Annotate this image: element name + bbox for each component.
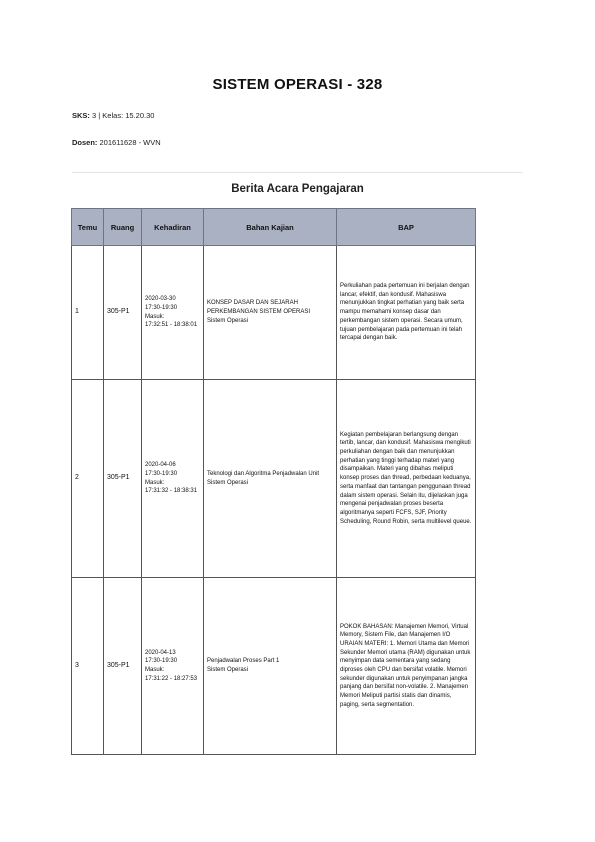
table-row <box>72 246 476 380</box>
kehadiran-masuk: Masuk: <box>145 479 165 486</box>
dosen-line <box>72 138 161 147</box>
kehadiran-date: 2020-03-30 <box>145 296 176 303</box>
kehadiran-time: 17:30-19:30 <box>145 304 178 311</box>
table-row <box>72 380 476 578</box>
kehadiran-cell <box>142 380 204 578</box>
kehadiran-masuk: Masuk: <box>145 667 165 673</box>
ruang-cell: 305-P1 <box>104 380 142 578</box>
sks-label: SKS: <box>72 111 90 120</box>
kehadiran-time: 17:30-19:30 <box>145 470 178 477</box>
kehadiran-date: 2020-04-13 <box>145 649 176 656</box>
header-ruang: Ruang <box>104 209 142 246</box>
header-kehadiran: Kehadiran <box>142 209 204 246</box>
bap-cell: Kegiatan pembelajaran berlangsung dengan tertib, lancar, dan kondusif. Mahasiswa mengikuti perkuliahan dengan baik dan menunjukkan perhatian yang tinggi terhadap materi yang disampaikan. Materi yang dibahas meliputi konsep proses dan thread, perbedaan keduanya, serta manfaat dan tantangan penggunaan thread dalam sistem operasi. Selain itu, dijelaskan juga mengenai penjadwalan proses beserta algoritmanya seperti FCFS, SJF, Priority Scheduling, Round Robin, serta multilevel queue. <box>337 380 476 578</box>
kehadiran-time: 17:30-19:30 <box>145 658 178 665</box>
table-row <box>72 578 476 755</box>
temu-cell: 1 <box>72 246 104 380</box>
bahan-title: Penjadwalan Proses Part 1 <box>207 658 280 665</box>
bahan-kajian-cell <box>204 246 337 380</box>
kehadiran-range: 17:31:22 - 18:27:53 <box>145 675 198 682</box>
bahan-subject: Sistem Operasi <box>207 479 249 486</box>
berita-acara-table <box>71 208 476 755</box>
bap-cell: POKOK BAHASAN: Manajemen Memori, Virtual Memory, Sistem File, dan Manajemen I/O URAIAN MATERI: 1. Memori Utama dan Memori Sekunder Memori utama (RAM) digunakan untuk menyimpan data sementara yang sedang diproses oleh CPU dan bersifat volatile. Memori sekunder digunakan untuk penyimpanan jangka panjang dan bersifat non-volatile. 2. Manajemen Memori Meliputi partisi statis dan dinamis, paging, serta segmentation. <box>337 578 476 755</box>
kehadiran-masuk: Masuk: <box>145 313 165 320</box>
sks-kelas-line <box>72 111 154 120</box>
header-temu: Temu <box>72 209 104 246</box>
temu-cell: 3 <box>72 578 104 755</box>
bap-cell: Perkuliahan pada pertemuan ini berjalan dengan lancar, efektif, dan kondusif. Mahasiswa menunjukkan tingkat perhatian yang baik serta mampu memahami konsep dasar dan perkembangan sistem operasi. Secara umum, tujuan pembelajaran pada pertemuan ini telah tercapai dengan baik. <box>337 246 476 380</box>
header-bap: BAP <box>337 209 476 246</box>
kehadiran-date: 2020-04-06 <box>145 462 176 469</box>
kehadiran-cell <box>142 578 204 755</box>
dosen-label: Dosen: <box>72 138 98 147</box>
ruang-cell: 305-P1 <box>104 578 142 755</box>
ruang-cell: 305-P1 <box>104 246 142 380</box>
kehadiran-cell <box>142 246 204 380</box>
bahan-subject: Sistem Operasi <box>207 667 249 673</box>
dosen-value: 201611628 - WVN <box>99 138 161 147</box>
bahan-subject: Sistem Operasi <box>207 317 249 324</box>
table-header-row <box>72 209 476 246</box>
header-bahan-kajian: Bahan Kajian <box>204 209 337 246</box>
kehadiran-range: 17:31:32 - 18:38:31 <box>145 488 198 495</box>
temu-cell: 2 <box>72 380 104 578</box>
bahan-title: Teknologi dan Algoritma Penjadwalan Unit <box>207 470 320 477</box>
section-divider <box>72 172 523 173</box>
kehadiran-range: 17:32:51 - 18:38:01 <box>145 322 198 329</box>
page-title: SISTEM OPERASI - 328 <box>212 76 383 93</box>
sks-kelas-value: 3 | Kelas: 15.20.30 <box>92 111 155 120</box>
bahan-kajian-cell <box>204 578 337 755</box>
bahan-title: KONSEP DASAR DAN SEJARAH PERKEMBANGAN SISTEM OPERASI <box>207 300 311 316</box>
section-title: Berita Acara Pengajaran <box>231 183 364 195</box>
bahan-kajian-cell <box>204 380 337 578</box>
